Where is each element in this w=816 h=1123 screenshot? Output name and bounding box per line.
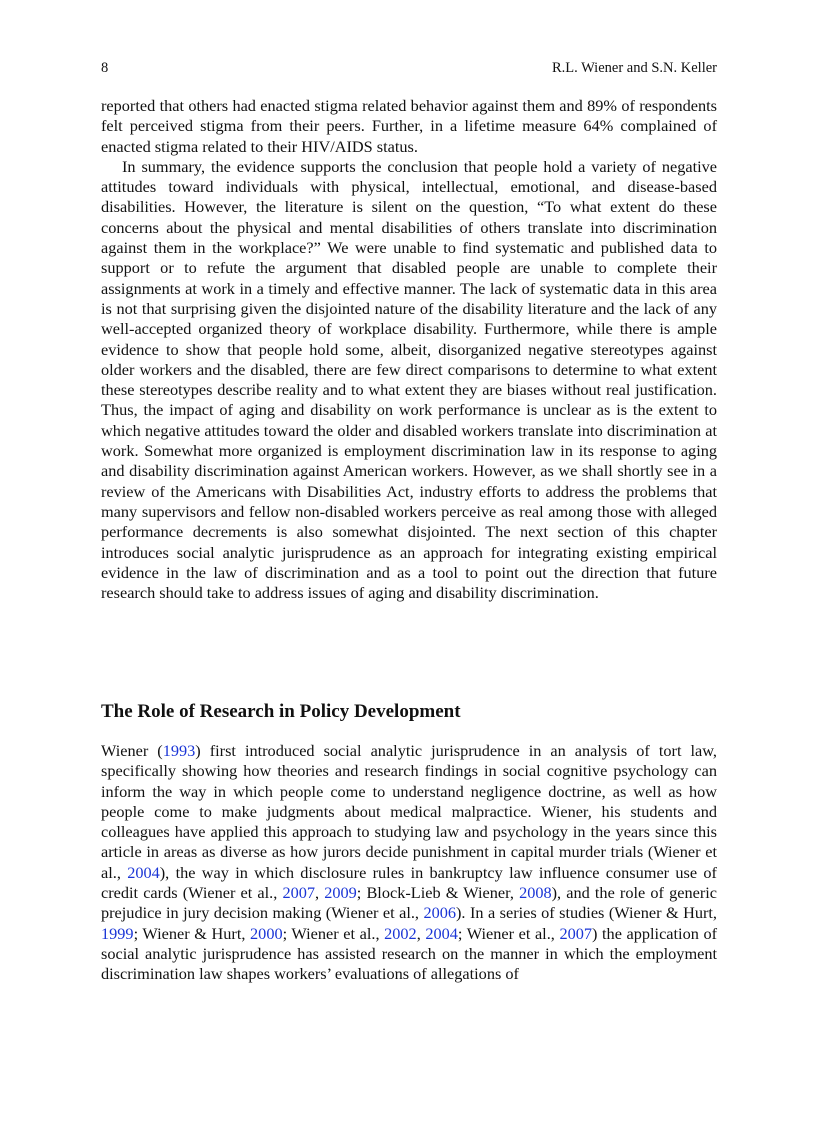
paragraph-text-span: ) the application of social analytic jurisprudence has assisted research on the manner in which the employment discrimination law shapes workers’ evaluations of allegations of [101,923,718,984]
paragraph-text-span: ) first introduced social analytic jurisprudence in an analysis of tort law, specifically showing how theories and research findings in social cognitive psychology can inform the way in which people come to understand negligence doctrine, as well as how people come to make judgments about medical malpractice. Wiener, his students and colleagues have applied this approach to studying law and psychology in the years since this article in areas as diverse as how jurors decide punishment in capital murder trials (Wiener et al., [101,741,718,882]
paragraph-text-span: ). In a series of studies (Wiener & Hurt, [456,903,717,923]
paragraph-text-span: ), and the role of generic prejudice in jury decision making (Wiener et al., [101,883,717,923]
paragraph-text-span: , [416,923,426,943]
paragraph-text-span: Wiener ( [101,741,163,760]
paragraph-text-span: ; Wiener & Hurt, [133,923,251,943]
section-heading: The Role of Research in Policy Development [101,701,461,722]
citation-link[interactable]: 2007 [559,923,593,943]
citation-link[interactable]: 2000 [250,923,283,943]
citation-link[interactable]: 2008 [519,883,552,903]
running-header [101,58,717,78]
paragraph-text-span: ; Wiener et al., [457,923,560,943]
paragraph-text-span: ; Wiener et al., [282,923,385,943]
citation-link[interactable]: 2004 [127,862,160,882]
paragraph-text-span: ), the way in which disclosure rules in bankruptcy law influence consumer use of credit cards (Wiener et al., [101,862,717,903]
paragraph-text-span: , [315,883,325,903]
citation-link[interactable]: 2004 [425,923,458,943]
running-head-authors: R.L. Wiener and S.N. Keller [551,60,717,76]
body-text-lower [101,741,717,985]
citation-link[interactable]: 2002 [384,923,417,943]
citation-link[interactable]: 2009 [324,883,357,903]
citation-link[interactable]: 1999 [101,923,134,943]
paragraph-text-span: ; Block-Lieb & Wiener, [356,883,520,903]
citation-link[interactable]: 2006 [423,903,457,923]
body-text-upper [101,96,717,603]
citation-link[interactable]: 1993 [162,741,196,760]
paragraph-continued: reported that others had enacted stigma related behavior against them and 89% of respondents felt perceived stigma from their peers. Further, in a lifetime measure 64% complained of enacted stigma related to their HIV/AIDS status. [101,96,717,156]
paragraph-summary: In summary, the evidence supports the conclusion that people hold a variety of negative attitudes toward individuals with physical, intellectual, emotional, and disease-based disabilities. However, the literature is silent on the question, “To what extent do these concerns about the physical and mental disabilities of others translate into discrimination against them in the workplace?” We were unable to find systematic and published data to support or to refute the argument that disabled people are unable to complete their assignments at work in a timely and effective manner. The lack of systematic data in this area is not that surprising given the disjointed nature of the disability literature and the lack of any well-accepted organized theory of workplace disability. Furthermore, while there is ample evidence to show that people hold some, albeit, disorganized negative stereotypes against older workers and the disabled, there are few direct comparisons to determine to what extent these stereotypes describe reality and to what extent they are biases without real justification. Thus, the impact of aging and disability on work performance is unclear as is the extent to which negative attitudes toward the older and disabled workers translate into discrimination at work. Somewhat more organized is employment discrimination law in its response to aging and disability discrimination against American workers. However, as we shall shortly see in a review of the Americans with Disabilities Act, industry efforts to address the problems that many supervisors and fellow non-disabled workers perceive as real among those with alleged performance decrements is also somewhat disjointed. The next section of this chapter introduces social analytic jurisprudence as an approach for integrating existing empirical evidence in the law of discrimination and as a tool to point out the direction that future research should take to address issues of aging and disability discrimination. [101,156,717,603]
paragraph-research [101,741,717,985]
citation-link[interactable]: 2007 [282,883,315,903]
page-number: 8 [101,60,109,76]
